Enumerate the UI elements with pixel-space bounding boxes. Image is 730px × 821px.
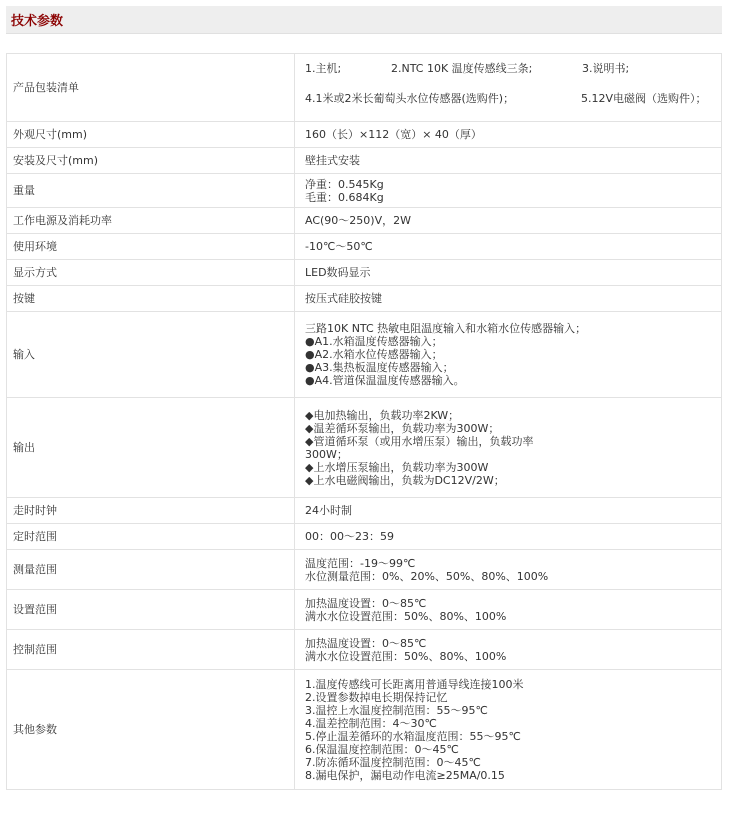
row-label: 重量 (7, 174, 295, 208)
value-line: ◆温差循环泵输出，负载功率为300W； (305, 421, 500, 435)
table-row (7, 524, 722, 550)
package-item: 1.主机; (305, 62, 342, 75)
row-label: 输出 (7, 398, 295, 498)
value-line: 按压式硅胶按键 (305, 292, 382, 305)
value-line: 2.设置参数掉电长期保持记忆 (305, 690, 448, 704)
value-line: AC(90～250)V，2W (305, 214, 411, 227)
value-line: LED数码显示 (305, 266, 371, 279)
table-row (7, 174, 722, 208)
value-line: 160（长）×112（宽）× 40（厚） (305, 128, 482, 141)
value-line: 00：00～23：59 (305, 530, 394, 543)
table-row (7, 208, 722, 234)
row-label: 定时范围 (7, 524, 295, 550)
value-line: ◆上水增压泵输出，负载功率为300W (305, 460, 489, 474)
package-item: 4.1米或2米长葡萄头水位传感器(选购件)； (305, 92, 515, 105)
value-line: ●A4.管道保温温度传感器输入。 (305, 374, 465, 387)
table-row (7, 260, 722, 286)
table-row (7, 590, 722, 630)
value-line: 3.温控上水温度控制范围：55～95℃ (305, 703, 488, 717)
table-row (7, 312, 722, 398)
value-line: 壁挂式安装 (305, 154, 360, 167)
row-value (295, 312, 722, 398)
value-line: 满水水位设置范围：50%、80%、100% (305, 649, 507, 663)
row-value (295, 260, 722, 286)
row-label: 安装及尺寸(mm) (7, 148, 295, 174)
value-line: 毛重：0.684Kg (305, 190, 384, 204)
package-item: 3.说明书; (582, 62, 630, 75)
table-row (7, 398, 722, 498)
table-row (7, 148, 722, 174)
value-line: 满水水位设置范围：50%、80%、100% (305, 609, 507, 623)
row-value (295, 590, 722, 630)
row-label: 外观尺寸(mm) (7, 122, 295, 148)
row-label: 工作电源及消耗功率 (7, 208, 295, 234)
table-row (7, 286, 722, 312)
row-value (295, 524, 722, 550)
row-value (295, 550, 722, 590)
package-items (305, 54, 721, 121)
value-line: 净重：0.545Kg (305, 177, 384, 191)
row-label: 测量范围 (7, 550, 295, 590)
table-row (7, 670, 722, 790)
row-value (295, 148, 722, 174)
row-label: 使用环境 (7, 234, 295, 260)
value-line: 三路10K NTC 热敏电阻温度输入和水箱水位传感器输入； (305, 322, 587, 335)
row-label: 显示方式 (7, 260, 295, 286)
value-line: ◆管道循环泵（或用水增压泵）输出，负载功率 (305, 434, 534, 448)
row-label: 产品包装清单 (7, 54, 295, 122)
row-label: 按键 (7, 286, 295, 312)
row-value (295, 286, 722, 312)
spec-table-body (7, 54, 722, 790)
row-value (295, 208, 722, 234)
row-value (295, 498, 722, 524)
section-header (6, 6, 722, 34)
table-row (7, 550, 722, 590)
value-line: 5.停止温差循环的水箱温度范围：55～95℃ (305, 729, 521, 743)
value-line: 温度范围：-19～99℃ (305, 556, 416, 570)
value-line: ●A3.集热板温度传感器输入； (305, 361, 454, 374)
row-value (295, 398, 722, 498)
spec-table (6, 53, 722, 790)
row-value (295, 670, 722, 790)
value-line: ●A2.水箱水位传感器输入； (305, 348, 443, 361)
value-line: 4.温差控制范围：4～30℃ (305, 716, 437, 730)
table-row (7, 234, 722, 260)
row-label: 其他参数 (7, 670, 295, 790)
package-item: 2.NTC 10K 温度传感线三条; (391, 62, 533, 75)
row-label: 输入 (7, 312, 295, 398)
value-line: ●A1.水箱温度传感器输入； (305, 335, 443, 348)
row-label: 控制范围 (7, 630, 295, 670)
value-line: 6.保温温度控制范围：0～45℃ (305, 742, 459, 756)
value-line: 24小时制 (305, 504, 352, 517)
value-line: ◆上水电磁阀输出，负载为DC12V/2W； (305, 473, 505, 487)
value-line: 8.漏电保护，漏电动作电流≥25MA/0.15 (305, 768, 505, 782)
value-line: 水位测量范围：0%、20%、50%、80%、100% (305, 569, 549, 583)
row-value (295, 630, 722, 670)
package-items-cell (295, 54, 722, 122)
row-value (295, 234, 722, 260)
value-line: 300W； (305, 447, 348, 461)
package-item: 5.12V电磁阀（选购件）； (581, 92, 707, 105)
value-line: 加热温度设置：0～85℃ (305, 636, 427, 650)
section-title: 技术参数 (11, 14, 64, 29)
value-line: -10℃～50℃ (305, 240, 373, 253)
value-line: ◆电加热输出，负载功率2KW； (305, 408, 460, 422)
table-row (7, 630, 722, 670)
row-label: 走时时钟 (7, 498, 295, 524)
table-row (7, 122, 722, 148)
value-line: 1.温度传感线可长距离用普通导线连接100米 (305, 677, 524, 691)
value-line: 7.防冻循环温度控制范围：0～45℃ (305, 755, 481, 769)
row-value (295, 122, 722, 148)
table-row-package (7, 54, 722, 122)
row-label: 设置范围 (7, 590, 295, 630)
value-line: 加热温度设置：0～85℃ (305, 596, 427, 610)
table-row (7, 498, 722, 524)
row-value (295, 174, 722, 208)
